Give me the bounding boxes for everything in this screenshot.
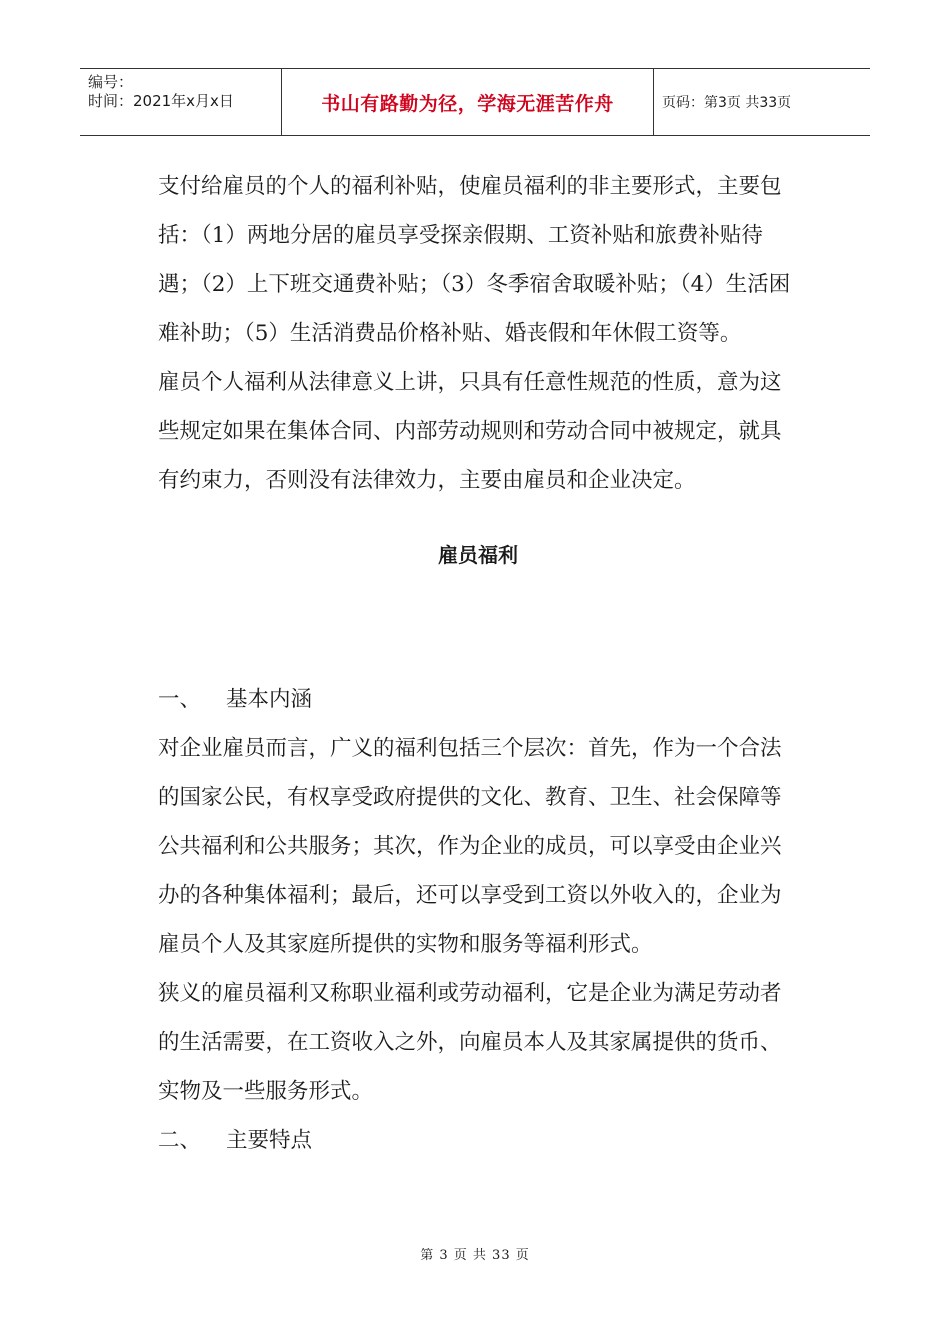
paragraph: 狭义的雇员福利又称职业福利或劳动福利，它是企业为满足劳动者的生活需要，在工资收入之外，向雇员本人及其家属提供的货币、实物及一些服务形式。 (158, 981, 782, 1104)
paragraph: 雇员个人福利从法律意义上讲，只具有任意性规范的性质，意为这些规定如果在集体合同、内部劳动规则和劳动合同中被规定，就具有约束力，否则没有法律效力，主要由雇员和企业决定。 (158, 370, 782, 493)
section-number: 一、 (158, 687, 202, 712)
paragraph: 对企业雇员而言，广义的福利包括三个层次：首先，作为一个合法的国家公民，有权享受政府提供的文化、教育、卫生、社会保障等公共福利和公共服务；其次，作为企业的成员，可以享受由企业兴办的各种集体福利；最后，还可以享受到工资以外收入的，企业为雇员个人及其家庭所提供的实物和服务等福利形式。 (158, 736, 782, 957)
page-header (80, 68, 870, 136)
document-body (158, 162, 798, 1165)
section-header-1 (158, 675, 798, 724)
section-title: 主要特点 (226, 1128, 313, 1153)
header-page-info: 页码：第3页 共33页 (662, 95, 792, 111)
header-motto: 书山有路勤为径，学海无涯苦作舟 (282, 69, 654, 135)
document-date: 时间：2021年x月x日 (88, 92, 234, 110)
section-header-2 (158, 1116, 798, 1165)
section-heading: 雇员福利 (438, 543, 518, 567)
page-footer: 第 3 页 共 33 页 (420, 1248, 530, 1263)
header-meta (80, 69, 282, 135)
document-number-label: 编号： (88, 73, 134, 91)
section-number: 二、 (158, 1128, 202, 1153)
section-title: 基本内涵 (226, 687, 313, 712)
paragraph: 支付给雇员的个人的福利补贴，使雇员福利的非主要形式，主要包括：（1）两地分居的雇员享受探亲假期、工资补贴和旅费补贴待遇；（2）上下班交通费补贴；（3）冬季宿舍取暖补贴；（4）生活困难补助；（5）生活消费品价格补贴、婚丧假和年休假工资等。 (158, 174, 791, 346)
